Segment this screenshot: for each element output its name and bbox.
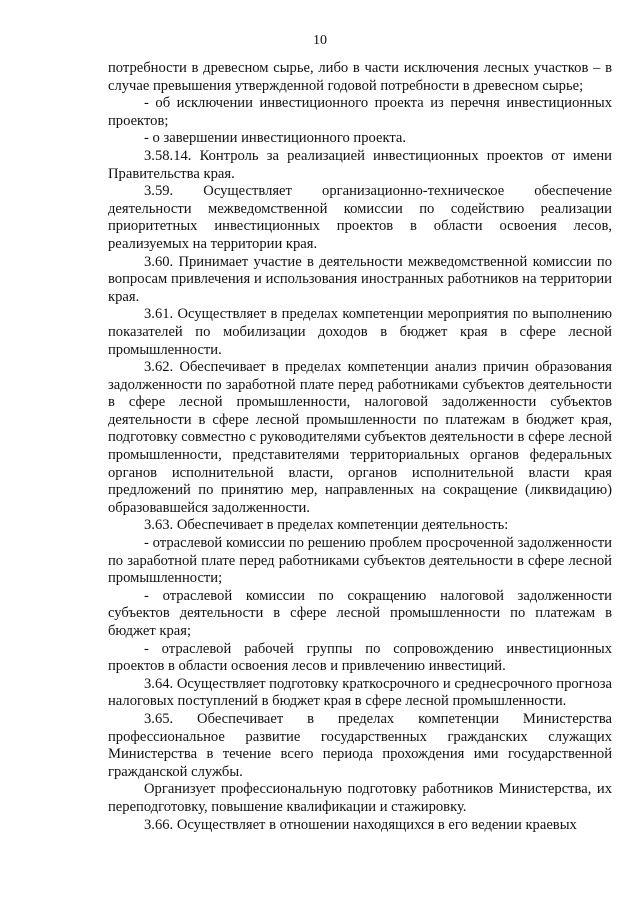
- paragraph: 3.65. Обеспечивает в пределах компетенции Министерства профессиональное развитие государственных гражданских служащих Министерства в течение всего периода прохождения ими государственной гражданской службы.: [108, 710, 612, 780]
- paragraph: 3.59. Осуществляет организационно-техническое обеспечение деятельности межведомственной комиссии по содействию реализации приоритетных инвестиционных проектов в области освоения лесов, реализуемых на территории края.: [108, 183, 612, 252]
- paragraph: 3.63. Обеспечивает в пределах компетенции деятельность:: [144, 517, 509, 534]
- paragraph: - отраслевой рабочей группы по сопровождению инвестиционных проектов в области освоения лесов и привлечению инвестиций.: [108, 640, 612, 675]
- paragraph: 3.58.14. Контроль за реализацией инвестиционных проектов от имени Правительства края.: [108, 147, 612, 182]
- paragraph: - об исключении инвестиционного проекта из перечня инвестиционных проектов;: [108, 95, 612, 129]
- paragraph: 3.61. Осуществляет в пределах компетенции мероприятия по выполнению показателей по мобилизации доходов в бюджет края в сфере лесной промышленности.: [108, 306, 612, 358]
- paragraph: 3.62. Обеспечивает в пределах компетенции анализ причин образования задолженности по заработной плате перед работниками субъектов деятельности в сфере лесной промышленности, налоговой задолженности субъектов деятельности в сфере лесной промышленности по платежам в бюджет края, подготовку совместно с руководителями субъектов деятельности в сфере лесной промышленности, представителями территориальных органов федеральных органов исполнительной власти, органов исполнительной власти края предложений по принятию мер, направленных на сокращение (ликвидацию) образовавшейся задолженности.: [108, 359, 612, 516]
- paragraph: 3.66. Осуществляет в отношении находящихся в его ведении краевых: [144, 816, 577, 833]
- paragraph: - отраслевой комиссии по решению проблем просроченной задолженности по заработной плате перед работниками субъектов деятельности в сфере лесной промышленности;: [108, 535, 612, 587]
- paragraph: 3.60. Принимает участие в деятельности межведомственной комиссии по вопросам привлечения и использования иностранных работников на территории края.: [108, 253, 612, 305]
- page-number: 10: [313, 33, 327, 48]
- paragraph: - отраслевой комиссии по сокращению налоговой задолженности субъектов деятельности в сфере лесной промышленности по платежам в бюджет края;: [108, 587, 612, 639]
- paragraph: - о завершении инвестиционного проекта.: [144, 130, 407, 147]
- paragraph: потребности в древесном сырье, либо в части исключения лесных участков – в случае превышения утвержденной годовой потребности в древесном сырье;: [108, 60, 612, 94]
- paragraph: Организует профессиональную подготовку работников Министерства, их переподготовку, повышение квалификации и стажировку.: [108, 781, 612, 815]
- document-body: [108, 60, 612, 834]
- paragraph: 3.64. Осуществляет подготовку краткосрочного и среднесрочного прогноза налоговых поступлений в бюджет края в сфере лесной промышленности.: [108, 675, 612, 710]
